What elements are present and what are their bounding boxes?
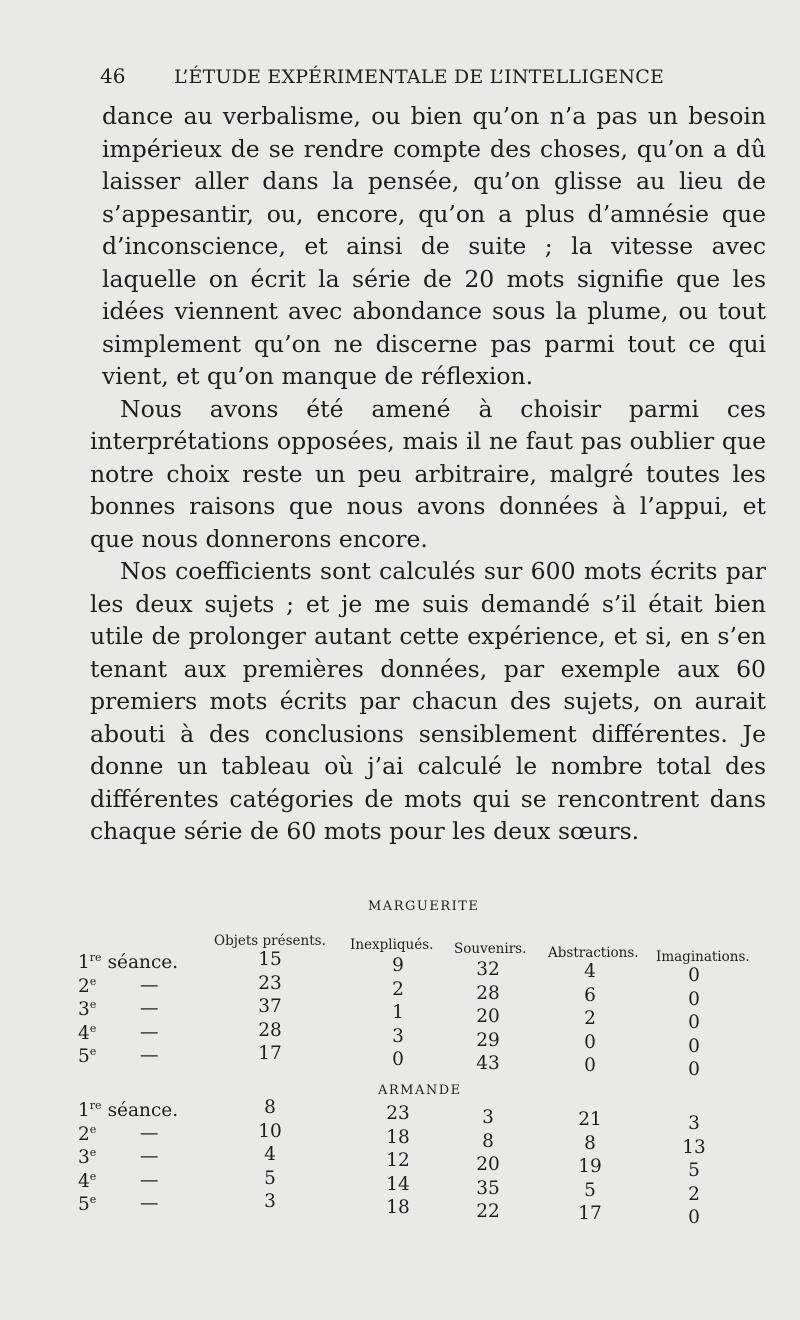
running-title: L’ÉTUDE EXPÉRIMENTALE DE L’INTELLIGENCE xyxy=(174,66,665,88)
table-cell: 0 xyxy=(688,1059,700,1080)
row-label xyxy=(78,1123,102,1145)
table-cell: 29 xyxy=(476,1029,500,1051)
row-number: 4 xyxy=(78,1022,90,1044)
table-cell: 15 xyxy=(258,949,282,970)
table-cell: 5 xyxy=(688,1160,700,1181)
row-label xyxy=(78,1170,102,1192)
table-cell: 0 xyxy=(688,1207,700,1228)
table-cell: 32 xyxy=(476,959,500,980)
row-label xyxy=(78,1045,102,1067)
row-ditto-dash: — xyxy=(140,1122,159,1144)
row-number-suffix: e xyxy=(89,1045,97,1058)
table-cell: 37 xyxy=(258,996,282,1017)
row-number-suffix: e xyxy=(89,998,97,1011)
table-title-armande: ARMANDE xyxy=(378,1083,462,1098)
table-cell: 0 xyxy=(688,1012,700,1033)
row-number: 5 xyxy=(78,1046,90,1068)
row-label xyxy=(78,998,102,1020)
table-cell: 18 xyxy=(386,1197,410,1218)
paragraph-2: Nous avons été amené à choisir parmi ces interprétations opposées, mais il ne faut pas oublier que notre choix reste un peu arbitraire, malgré toutes les bonnes raisons que nous avons données à l’appui, et que nous donnerons encore. xyxy=(90,394,766,553)
table-cell: 0 xyxy=(392,1049,404,1070)
row-session-label: séance. xyxy=(107,952,179,974)
row-ditto-dash: — xyxy=(140,1146,159,1167)
table-cell: 4 xyxy=(264,1144,276,1165)
row-ditto-dash: — xyxy=(140,1021,159,1043)
table-cell: 3 xyxy=(392,1025,404,1047)
table-cell: 2 xyxy=(584,1008,596,1029)
row-number-suffix: e xyxy=(89,1146,97,1159)
table-cell: 2 xyxy=(392,978,404,1000)
row-ditto-dash: — xyxy=(140,1193,159,1214)
row-number: 1 xyxy=(78,952,90,974)
row-label xyxy=(78,951,178,973)
row-number: 1 xyxy=(78,1100,90,1122)
table-cell: 5 xyxy=(264,1167,276,1189)
table-cell: 8 xyxy=(584,1132,596,1154)
row-ditto-dash: — xyxy=(140,974,159,996)
row-number-suffix: e xyxy=(89,1122,97,1136)
table-cell: 12 xyxy=(386,1150,410,1171)
row-label xyxy=(78,1146,102,1168)
table-cell: 0 xyxy=(584,1055,596,1076)
row-number-suffix: e xyxy=(89,1193,97,1206)
row-ditto-dash: — xyxy=(140,1169,159,1191)
row-number-suffix: e xyxy=(89,1021,97,1035)
results-table xyxy=(72,895,772,1235)
table-cell: 3 xyxy=(264,1191,276,1212)
row-number: 4 xyxy=(78,1170,90,1192)
table-cell: 4 xyxy=(584,961,596,982)
table-cell: 28 xyxy=(258,1019,282,1041)
row-number-suffix: re xyxy=(89,1099,102,1112)
table-cell: 3 xyxy=(482,1107,494,1128)
table-title-marguerite: MARGUERITE xyxy=(368,899,480,914)
column-header: Souvenirs. xyxy=(454,941,527,957)
table-cell: 0 xyxy=(688,965,700,986)
table-cell: 8 xyxy=(482,1130,494,1152)
table-cell: 8 xyxy=(264,1097,276,1118)
table-cell: 0 xyxy=(688,988,700,1010)
table-cell: 10 xyxy=(258,1120,282,1142)
row-label xyxy=(78,1022,102,1044)
table-cell: 19 xyxy=(578,1156,602,1177)
paragraph-3: Nos coefficients sont calculés sur 600 mots écrits par les deux sujets ; et je me suis demandé s’il était bien utile de prolonger autant cette expérience, et si, en s’en tenant aux premières données, par exemple aux 60 premiers mots écrits par chacun des sujets, on aurait abouti à des conclusions sensiblement différentes. Je donne un tableau où j’ai calculé le nombre total des différentes catégories de mots qui se rencontrent dans chaque série de 60 mots pour les deux sœurs. xyxy=(90,557,766,845)
table-cell: 18 xyxy=(386,1126,410,1148)
table-cell: 0 xyxy=(584,1031,596,1053)
table-cell: 17 xyxy=(578,1203,602,1224)
table-cell: 6 xyxy=(584,984,596,1006)
table-cell: 1 xyxy=(392,1002,404,1023)
page-number: 46 xyxy=(100,64,126,88)
row-label xyxy=(78,1099,178,1121)
table-cell: 0 xyxy=(688,1035,700,1057)
row-number-suffix: re xyxy=(89,951,102,964)
running-header xyxy=(100,64,700,94)
table-cell: 9 xyxy=(392,955,404,976)
row-number-suffix: e xyxy=(89,974,97,988)
table-cell: 43 xyxy=(476,1053,500,1074)
body-text xyxy=(90,100,766,848)
row-ditto-dash: — xyxy=(140,1045,159,1066)
table-cell: 13 xyxy=(682,1136,706,1158)
row-number: 2 xyxy=(78,1123,90,1145)
table-cell: 23 xyxy=(258,972,282,994)
column-header: Imaginations. xyxy=(656,949,750,965)
column-header: Objets présents. xyxy=(214,933,326,949)
table-cell: 3 xyxy=(688,1113,700,1134)
column-header: Inexpliqués. xyxy=(350,937,434,953)
row-label xyxy=(78,975,102,997)
table-cell: 20 xyxy=(476,1154,500,1175)
row-session-label: séance. xyxy=(107,1100,179,1122)
table-cell: 17 xyxy=(258,1043,282,1064)
table-cell: 21 xyxy=(578,1109,602,1130)
row-number: 5 xyxy=(78,1194,90,1216)
row-number: 3 xyxy=(78,1147,90,1169)
row-ditto-dash: — xyxy=(140,998,159,1019)
table-cell: 23 xyxy=(386,1103,410,1124)
table-cell: 14 xyxy=(386,1173,410,1195)
row-number: 3 xyxy=(78,999,90,1021)
table-cell: 35 xyxy=(476,1177,500,1199)
table-cell: 2 xyxy=(688,1183,700,1205)
row-number-suffix: e xyxy=(89,1169,97,1183)
row-number: 2 xyxy=(78,975,90,997)
table-cell: 5 xyxy=(584,1179,596,1201)
paragraph-1: dance au verbalisme, ou bien qu’on n’a pas un besoin impérieux de se rendre compte des choses, qu’on a dû laisser aller dans la pensée, qu’on glisse au lieu de s’appesantir, ou, encore, qu’on a plus d’amnésie que d’inconscience, et ainsi de suite ; la vitesse avec laquelle on écrit la série de 20 mots signifie que les idées viennent avec abondance sous la plume, ou tout simplement qu’on ne discerne pas parmi tout ce qui vient, et qu’on manque de réflexion. xyxy=(102,102,766,390)
row-label xyxy=(78,1193,102,1215)
table-cell: 20 xyxy=(476,1006,500,1027)
column-header: Abstractions. xyxy=(548,945,639,961)
table-cell: 28 xyxy=(476,982,500,1004)
table-cell: 22 xyxy=(476,1201,500,1222)
